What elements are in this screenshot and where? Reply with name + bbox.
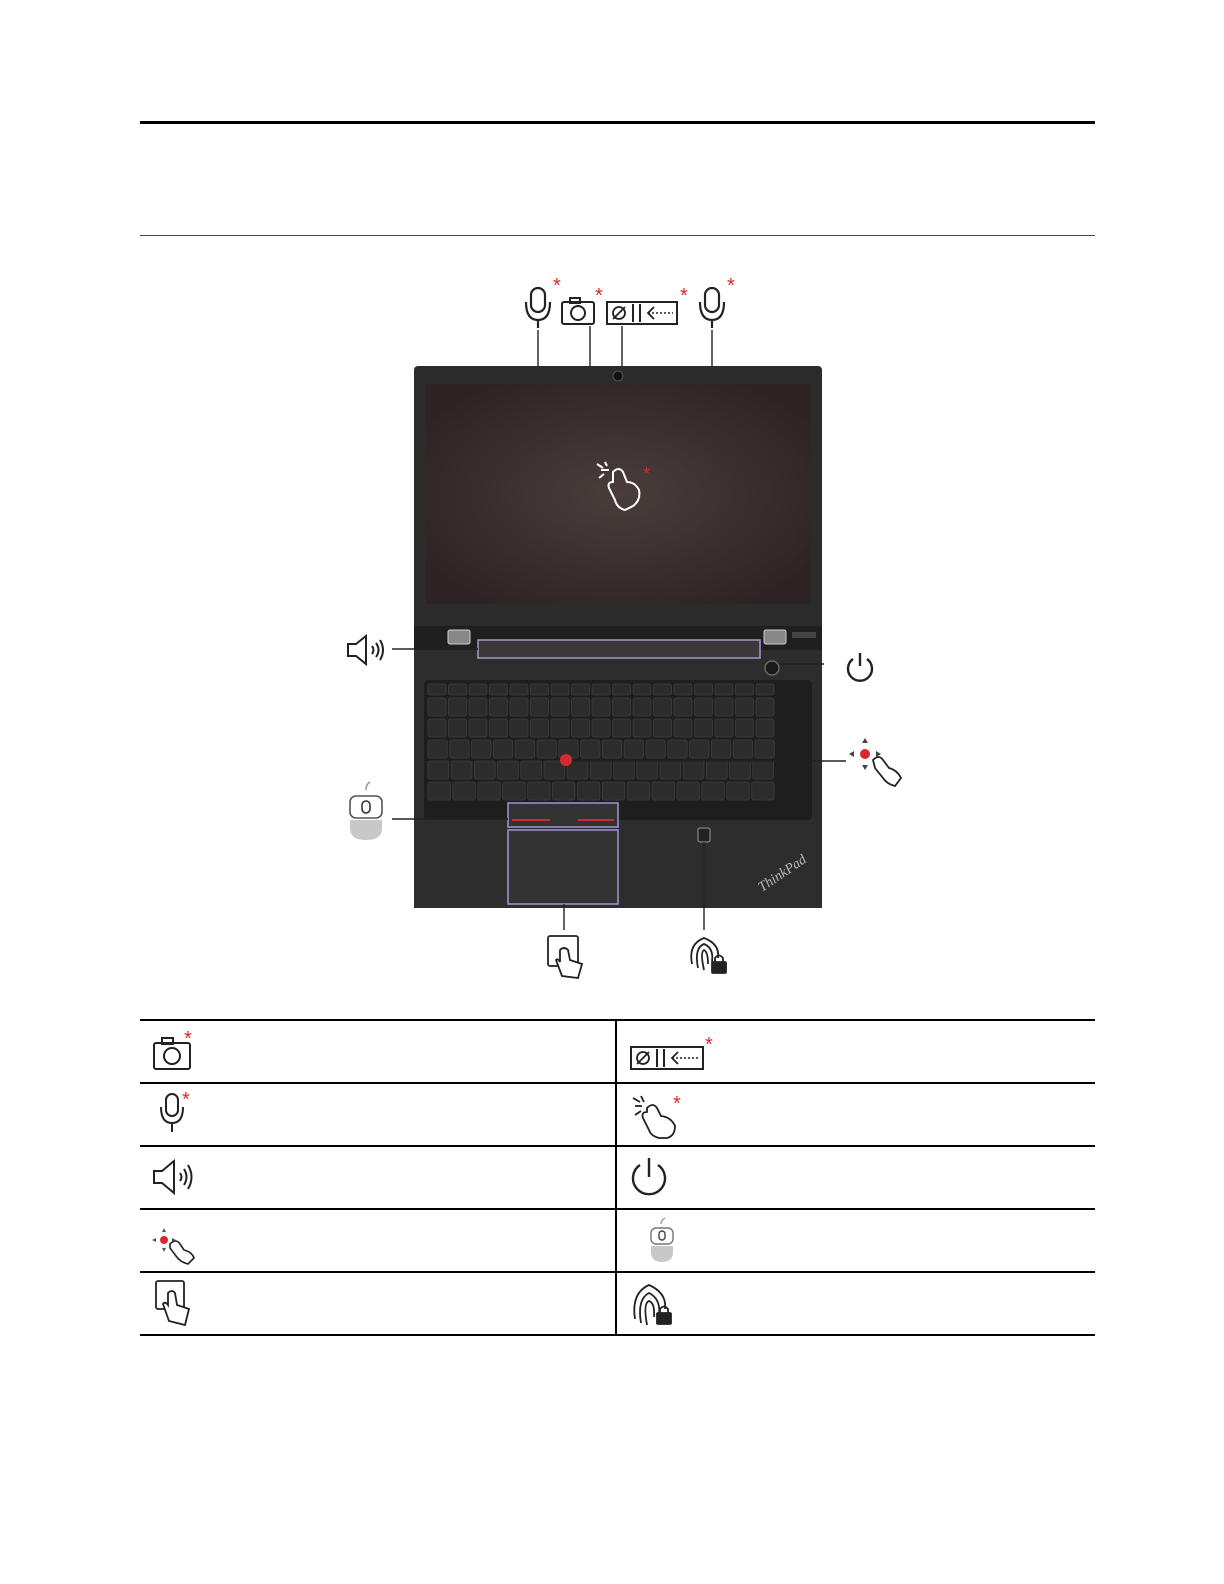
legend-cell-trackpoint [140,1209,616,1272]
keyboard-key [428,719,446,737]
microphone-icon [152,1090,216,1140]
optional-marker: * [643,464,651,484]
top-rule [140,121,1095,124]
trackpoint-buttons-side-icon [350,782,382,840]
keyboard-key [531,698,549,716]
keyboard-key [756,698,774,716]
laptop-top-view-figure [300,270,940,1000]
speaker-side-icon [348,636,383,664]
keyboard-key [478,782,500,800]
keyboard-key [602,782,624,800]
speaker-icon [152,1153,216,1203]
keyboard-key [551,684,569,695]
keyboard-deck [414,640,822,908]
keyboard-key [474,761,495,779]
keyboard-key [660,761,681,779]
keyboard-key [453,782,475,800]
keyboard-key [490,698,508,716]
trackpoint-pointing-stick [560,754,572,766]
keyboard-key [652,782,674,800]
microphone-left-icon [526,275,561,328]
trackpoint-icon [152,1216,216,1266]
trackpoint-side-icon [849,738,901,786]
keyboard-key [577,782,599,800]
fingerprint-reader-icon [629,1279,693,1329]
optional-marker: * [553,275,561,297]
power-icon [629,1153,693,1203]
keyboard-key [633,698,651,716]
keyboard-key [706,761,727,779]
legend-cell-camera [140,1020,616,1083]
keyboard-key [755,740,774,758]
keyboard-key [537,740,556,758]
keyboard-key [715,684,733,695]
laptop-lid [414,366,822,638]
privacy-shutter-top-icon [607,285,688,324]
keyboard-key [515,740,534,758]
keyboard-key [531,684,549,695]
keyboard-key [613,719,631,737]
keyboard-key [572,719,590,737]
keyboard-key [646,740,665,758]
legend-cell-fingerprint [616,1272,1095,1335]
keyboard-key [449,719,467,737]
keyboard-key [450,740,469,758]
optional-marker: * [727,275,735,297]
keyboard-key [592,698,610,716]
speaker-grille-callout [478,640,760,658]
keyboard-key [428,782,450,800]
keyboard-key [674,719,692,737]
keyboard-key [592,684,610,695]
keyboard-key [531,719,549,737]
keyboard-key [428,684,446,695]
keyboard-key [633,719,651,737]
keyboard-key [711,740,730,758]
optional-marker: * [595,285,603,307]
keyboard-key [752,782,774,800]
keyboard-key [702,782,724,800]
keyboard-key [637,761,658,779]
keyboard-key [572,698,590,716]
camera-top-icon [562,285,603,324]
trackpoint-buttons-callout [508,803,618,827]
keyboard-key [753,761,774,779]
keyboard-key [756,719,774,737]
table-row [140,1209,1095,1272]
keyboard-key [469,698,487,716]
legend-cell-power [616,1146,1095,1209]
legend-cell-trackpad [140,1272,616,1335]
keyboard-key [633,684,651,695]
legend-cell-speaker [140,1146,616,1209]
table-row [140,1020,1095,1083]
keyboard-key [613,698,631,716]
microphone-right-icon [700,275,735,328]
keyboard-key [428,761,449,779]
legend-cell-trackpoint-buttons [616,1209,1095,1272]
optional-marker: * [184,1027,192,1050]
keyboard-key [654,698,672,716]
keyboard-key [551,719,569,737]
trackpad-callout [508,830,618,904]
keyboard-key [683,761,704,779]
optional-marker: * [705,1033,713,1056]
keyboard-key [428,698,446,716]
optional-marker: * [680,285,688,307]
keyboard-key [493,740,512,758]
keyboard-key [472,740,491,758]
trackpad-icon [152,1279,216,1329]
fingerprint-side-icon [691,938,726,973]
touch-screen-icon [629,1090,693,1140]
keyboard-key [451,761,472,779]
thinkpad-logo: ThinkPad [755,852,810,896]
keyboard-key [469,684,487,695]
legend-cell-microphone [140,1083,616,1146]
keyboard-key [668,740,687,758]
optional-marker: * [673,1092,681,1115]
keyboard-key [674,684,692,695]
keyboard-key [498,761,519,779]
keyboard-key [736,698,754,716]
keyboard-key [590,761,611,779]
keyboard-key [553,782,575,800]
keyboard-key [521,761,542,779]
keyboard-key [581,740,600,758]
keyboard-key [727,782,749,800]
keyboard-key [730,761,751,779]
keyboard-key [695,719,713,737]
keyboard-key [551,698,569,716]
keyboard-key [736,684,754,695]
keyboard-key [695,698,713,716]
keyboard-key [510,719,528,737]
keyboard-key [624,740,643,758]
keyboard-key [602,740,621,758]
keyboard-key [654,684,672,695]
keyboard-key [449,684,467,695]
keyboard-key [715,719,733,737]
keyboard-key [449,698,467,716]
keyboard-key [627,782,649,800]
keyboard-key [510,698,528,716]
privacy-shutter-icon [629,1027,719,1077]
section-rule [140,235,1095,236]
keyboard-key [677,782,699,800]
trackpoint-buttons-icon [629,1216,693,1266]
keyboard-key [695,684,713,695]
keyboard-key [674,698,692,716]
keyboard-key [490,719,508,737]
fingerprint-reader [698,828,710,842]
keyboard-key [690,740,709,758]
keyboard-key [654,719,672,737]
keyboard-key [756,684,774,695]
keyboard-key [503,782,525,800]
power-side-icon [848,653,872,681]
keyboard-key [613,684,631,695]
camera-icon [152,1027,216,1077]
table-row [140,1083,1095,1146]
table-row [140,1272,1095,1335]
table-row [140,1146,1095,1209]
trackpad-side-icon [548,936,582,978]
keyboard-key [614,761,635,779]
keyboard-key [715,698,733,716]
keyboard-key [469,719,487,737]
optional-marker: * [182,1089,190,1111]
keyboard-key [510,684,528,695]
legend-cell-touch-screen [616,1083,1095,1146]
keyboard-key [528,782,550,800]
components-legend-table [140,1019,1095,1336]
keyboard-key [592,719,610,737]
legend-cell-privacy-shutter [616,1020,1095,1083]
power-button [765,661,779,675]
keyboard-key [736,719,754,737]
keyboard-key [490,684,508,695]
keyboard-key [572,684,590,695]
keyboard-key [733,740,752,758]
keyboard-key [428,740,447,758]
